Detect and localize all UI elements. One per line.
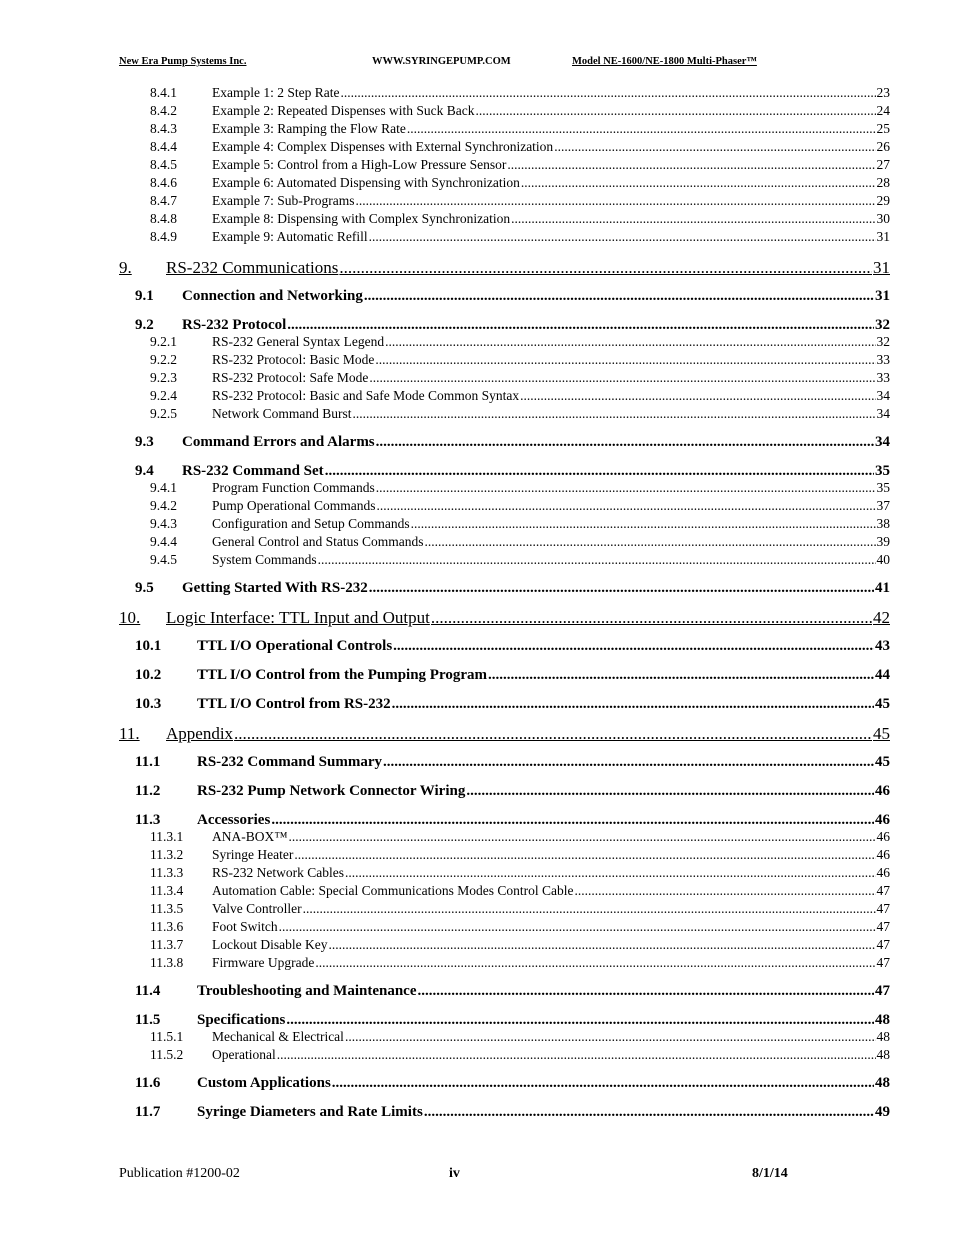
- toc-entry-number: 9.3: [135, 434, 154, 450]
- toc-entry[interactable]: [119, 156, 890, 174]
- toc-entry[interactable]: [119, 387, 890, 405]
- toc-dot-leader: [376, 497, 875, 515]
- toc-entry-title: Example 6: Automated Dispensing with Synchronization: [212, 175, 520, 190]
- toc-entry[interactable]: [119, 918, 890, 936]
- toc-dot-leader: [318, 551, 876, 569]
- toc-entry-page: 46: [876, 847, 890, 862]
- toc-entry-number: 11.3.4: [150, 883, 184, 898]
- toc-dot-leader: [340, 84, 875, 102]
- toc-entry-title: Example 7: Sub-Programs: [212, 193, 355, 208]
- toc-entry-number: 8.4.4: [150, 139, 177, 154]
- toc-entry-number: 11.7: [135, 1104, 161, 1120]
- toc-dot-leader: [345, 864, 876, 882]
- toc-entry-title: Network Command Burst: [212, 406, 352, 421]
- toc-dot-leader: [385, 333, 875, 351]
- toc-entry-title: Example 5: Control from a High-Low Pressure Sensor: [212, 157, 507, 172]
- toc-entry-title: TTL I/O Control from the Pumping Program: [197, 667, 488, 683]
- toc-entry-title: Troubleshooting and Maintenance: [197, 983, 417, 999]
- toc-dot-leader: [475, 102, 875, 120]
- toc-dot-leader: [325, 461, 874, 481]
- toc-entry-title: Automation Cable: Special Communications Modes Control Cable: [212, 883, 574, 898]
- toc-entry-title: RS-232 Pump Network Connector Wiring: [197, 783, 466, 799]
- toc-entry-page: 25: [876, 121, 890, 136]
- toc-entry-title: Custom Applications: [197, 1075, 331, 1091]
- toc-entry-title: RS-232 Protocol: Basic and Safe Mode Common Syntax: [212, 388, 520, 403]
- toc-dot-leader: [507, 156, 875, 174]
- toc-entry-number: 9.2.5: [150, 406, 177, 421]
- toc-entry-title: Example 2: Repeated Dispenses with Suck Back: [212, 103, 475, 118]
- toc-entry-number: 8.4.6: [150, 175, 177, 190]
- toc-entry-number: 9.4.1: [150, 480, 177, 495]
- toc-dot-leader: [286, 1010, 874, 1030]
- toc-entry-title: RS-232 Command Summary: [197, 754, 383, 770]
- toc-dot-leader: [294, 846, 875, 864]
- toc-dot-leader: [369, 228, 876, 246]
- toc-entry-number: 11.4: [135, 983, 161, 999]
- toc-entry[interactable]: [119, 551, 890, 569]
- toc-entry-number: 8.4.8: [150, 211, 177, 226]
- toc-entry-page: 46: [876, 829, 890, 844]
- toc-entry-title: RS-232 Protocol: [182, 317, 287, 333]
- footer-publication: Publication #1200-02: [119, 1166, 240, 1181]
- toc-entry-title: Example 3: Ramping the Flow Rate: [212, 121, 406, 136]
- toc-entry[interactable]: [119, 351, 890, 369]
- toc-entry-page: 30: [876, 211, 890, 226]
- toc-entry-number: 9.4.4: [150, 534, 177, 549]
- toc-entry-title: Pump Operational Commands: [212, 498, 376, 513]
- toc-entry-number: 9.4.5: [150, 552, 177, 567]
- toc-entry-page: 43: [875, 638, 890, 654]
- toc-entry-page: 48: [875, 1075, 890, 1091]
- toc-entry-page: 46: [875, 812, 890, 828]
- toc-entry-number: 8.4.5: [150, 157, 177, 172]
- header-website: WWW.SYRINGEPUMP.COM: [372, 56, 511, 67]
- toc-entry[interactable]: [119, 461, 890, 481]
- toc-entry-page: 31: [875, 288, 890, 304]
- toc-dot-leader: [411, 515, 876, 533]
- toc-entry-number: 9.4.3: [150, 516, 177, 531]
- toc-entry[interactable]: [119, 882, 890, 900]
- toc-entry[interactable]: [119, 1028, 890, 1046]
- toc-entry-number: 9.2.2: [150, 352, 177, 367]
- toc-entry-number: 11.3: [135, 812, 161, 828]
- toc-entry-number: 8.4.3: [150, 121, 177, 136]
- toc-dot-leader: [369, 578, 874, 598]
- toc-entry-page: 35: [876, 480, 890, 495]
- toc-entry-number: 8.4.2: [150, 103, 177, 118]
- toc-entry-title: Command Errors and Alarms: [182, 434, 375, 450]
- toc-entry[interactable]: [119, 1010, 890, 1030]
- toc-entry-number: 11.3.3: [150, 865, 184, 880]
- toc-dot-leader: [328, 936, 875, 954]
- toc-entry-page: 33: [876, 370, 890, 385]
- toc-entry-number: 8.4.7: [150, 193, 177, 208]
- toc-entry[interactable]: [119, 286, 890, 306]
- toc-entry-title: Configuration and Setup Commands: [212, 516, 410, 531]
- toc-entry-title: Lockout Disable Key: [212, 937, 328, 952]
- toc-entry-number: 9.2: [135, 317, 154, 333]
- toc-entry-title: System Commands: [212, 552, 317, 567]
- toc-dot-leader: [376, 479, 876, 497]
- toc-entry-title: RS-232 General Syntax Legend: [212, 334, 385, 349]
- toc-entry-title: RS-232 Communications: [166, 258, 339, 277]
- toc-entry-title: Syringe Diameters and Rate Limits: [197, 1104, 423, 1120]
- toc-dot-leader: [355, 192, 875, 210]
- toc-entry[interactable]: [119, 333, 890, 351]
- toc-entry[interactable]: [119, 1046, 890, 1064]
- toc-entry-page: 39: [876, 534, 890, 549]
- header-company: New Era Pump Systems Inc.: [119, 56, 247, 67]
- toc-entry[interactable]: [119, 405, 890, 423]
- toc-entry-number: 9.2.1: [150, 334, 177, 349]
- toc-entry-number: 11.3.5: [150, 901, 184, 916]
- toc-entry-number: 11.: [119, 724, 140, 743]
- toc-entry-title: Appendix: [166, 724, 234, 743]
- toc-dot-leader: [466, 781, 874, 801]
- toc-dot-leader: [383, 752, 874, 772]
- toc-entry-title: RS-232 Command Set: [182, 463, 324, 479]
- toc-entry[interactable]: [119, 174, 890, 192]
- toc-dot-leader: [353, 405, 876, 423]
- toc-entry[interactable]: [119, 781, 890, 801]
- toc-entry-title: Operational: [212, 1047, 276, 1062]
- toc-entry[interactable]: [119, 936, 890, 954]
- footer-page-number: iv: [449, 1166, 460, 1181]
- toc-entry-title: Mechanical & Electrical: [212, 1029, 344, 1044]
- toc-dot-leader: [375, 351, 875, 369]
- toc-entry-number: 11.3.2: [150, 847, 184, 862]
- toc-entry[interactable]: [119, 120, 890, 138]
- header-model: Model NE-1600/NE-1800 Multi-Phaser™: [572, 56, 757, 67]
- toc-entry-number: 11.1: [135, 754, 161, 770]
- toc-dot-leader: [364, 286, 874, 306]
- toc-entry-title: Specifications: [197, 1012, 286, 1028]
- toc-entry-title: Example 4: Complex Dispenses with External Synchronization: [212, 139, 554, 154]
- toc-entry-page: 47: [876, 955, 890, 970]
- toc-entry-page: 34: [875, 434, 890, 450]
- toc-dot-leader: [407, 120, 876, 138]
- toc-entry-number: 9.2.3: [150, 370, 177, 385]
- toc-entry-page: 29: [876, 193, 890, 208]
- toc-entry-page: 33: [876, 352, 890, 367]
- toc-entry-page: 32: [875, 317, 890, 333]
- page-footer: [119, 1166, 799, 1184]
- toc-entry[interactable]: [119, 102, 890, 120]
- toc-entry[interactable]: [119, 84, 890, 102]
- toc-entry-page: 48: [875, 1012, 890, 1028]
- toc-entry-number: 11.3.6: [150, 919, 184, 934]
- toc-entry-title: Connection and Networking: [182, 288, 363, 304]
- toc-dot-leader: [488, 665, 874, 685]
- toc-entry-page: 45: [875, 754, 890, 770]
- toc-entry[interactable]: [119, 722, 890, 746]
- toc-entry[interactable]: [119, 864, 890, 882]
- toc-entry-number: 8.4.1: [150, 85, 177, 100]
- toc-entry-title: RS-232 Protocol: Safe Mode: [212, 370, 369, 385]
- toc-entry-page: 34: [876, 406, 890, 421]
- toc-entry-page: 27: [876, 157, 890, 172]
- toc-dot-leader: [315, 954, 875, 972]
- toc-entry-page: 35: [875, 463, 890, 479]
- toc-entry-number: 11.5.2: [150, 1047, 184, 1062]
- toc-entry-number: 9.4: [135, 463, 154, 479]
- toc-entry-title: Program Function Commands: [212, 480, 375, 495]
- toc-entry-number: 10.3: [135, 696, 162, 712]
- toc-dot-leader: [424, 533, 875, 551]
- toc-entry[interactable]: [119, 533, 890, 551]
- toc-dot-leader: [288, 828, 875, 846]
- toc-dot-leader: [554, 138, 875, 156]
- toc-dot-leader: [431, 606, 872, 630]
- toc-dot-leader: [574, 882, 875, 900]
- toc-entry-title: Syringe Heater: [212, 847, 294, 862]
- page-header: [119, 56, 791, 70]
- toc-entry[interactable]: [119, 828, 890, 846]
- toc-entry[interactable]: [119, 138, 890, 156]
- toc-entry-title: General Control and Status Commands: [212, 534, 424, 549]
- toc-dot-leader: [277, 1046, 876, 1064]
- toc-dot-leader: [345, 1028, 876, 1046]
- toc-entry[interactable]: [119, 954, 890, 972]
- toc-entry-page: 42: [873, 608, 890, 627]
- toc-dot-leader: [417, 981, 874, 1001]
- toc-entry-title: RS-232 Network Cables: [212, 865, 344, 880]
- toc-entry-title: Example 8: Dispensing with Complex Synchronization: [212, 211, 511, 226]
- toc-entry-page: 38: [876, 516, 890, 531]
- toc-entry-page: 49: [875, 1104, 890, 1120]
- toc-entry[interactable]: [119, 846, 890, 864]
- toc-entry-title: Example 1: 2 Step Rate: [212, 85, 340, 100]
- toc-dot-leader: [521, 174, 876, 192]
- toc-entry-page: 37: [876, 498, 890, 513]
- toc-entry-title: Firmware Upgrade: [212, 955, 315, 970]
- toc-entry-number: 8.4.9: [150, 229, 177, 244]
- toc-entry[interactable]: [119, 981, 890, 1001]
- toc-entry-page: 34: [876, 388, 890, 403]
- toc-entry[interactable]: [119, 810, 890, 830]
- toc-entry[interactable]: [119, 369, 890, 387]
- toc-entry-title: Foot Switch: [212, 919, 278, 934]
- toc-entry[interactable]: [119, 479, 890, 497]
- toc-dot-leader: [511, 210, 875, 228]
- toc-dot-leader: [332, 1073, 874, 1093]
- toc-entry-page: 24: [876, 103, 890, 118]
- toc-entry-number: 11.2: [135, 783, 161, 799]
- toc-entry-number: 11.3.8: [150, 955, 184, 970]
- toc-dot-leader: [339, 256, 872, 280]
- toc-entry[interactable]: [119, 192, 890, 210]
- toc-entry[interactable]: [119, 900, 890, 918]
- toc-entry[interactable]: [119, 228, 890, 246]
- toc-entry-title: TTL I/O Operational Controls: [197, 638, 393, 654]
- toc-entry-title: Accessories: [197, 812, 271, 828]
- toc-entry-page: 47: [875, 983, 890, 999]
- toc-entry-number: 9.5: [135, 580, 154, 596]
- toc-entry-number: 9.1: [135, 288, 154, 304]
- toc-entry-number: 11.6: [135, 1075, 161, 1091]
- toc-entry-number: 9.4.2: [150, 498, 177, 513]
- toc-entry-number: 11.5.1: [150, 1029, 184, 1044]
- toc-entry[interactable]: [119, 636, 890, 656]
- toc-dot-leader: [234, 722, 872, 746]
- toc-entry[interactable]: [119, 1073, 890, 1093]
- toc-entry-page: 26: [876, 139, 890, 154]
- toc-dot-leader: [279, 918, 876, 936]
- toc-entry[interactable]: [119, 432, 890, 452]
- toc-entry-page: 45: [873, 724, 890, 743]
- toc-entry[interactable]: [119, 694, 890, 714]
- toc-entry[interactable]: [119, 578, 890, 598]
- toc-entry-number: 10.1: [135, 638, 162, 654]
- toc-entry-title: Logic Interface: TTL Input and Output: [166, 608, 430, 627]
- toc-dot-leader: [271, 810, 874, 830]
- toc-entry-page: 47: [876, 937, 890, 952]
- toc-entry-number: 9.2.4: [150, 388, 177, 403]
- toc-entry-title: ANA-BOX™: [212, 829, 288, 844]
- toc-entry-title: Getting Started With RS-232: [182, 580, 368, 596]
- toc-entry-page: 31: [873, 258, 890, 277]
- toc-entry-page: 48: [876, 1047, 890, 1062]
- toc-entry[interactable]: [119, 497, 890, 515]
- toc-entry-title: Valve Controller: [212, 901, 302, 916]
- toc-entry-page: 47: [876, 919, 890, 934]
- toc-entry-page: 23: [876, 85, 890, 100]
- toc-entry-number: 11.5: [135, 1012, 161, 1028]
- toc-dot-leader: [376, 432, 874, 452]
- toc-dot-leader: [520, 387, 875, 405]
- toc-entry-title: RS-232 Protocol: Basic Mode: [212, 352, 375, 367]
- toc-entry[interactable]: [119, 752, 890, 772]
- toc-entry[interactable]: [119, 515, 890, 533]
- table-of-contents: [119, 84, 890, 1122]
- toc-entry[interactable]: [119, 606, 890, 630]
- toc-entry-number: 11.3.1: [150, 829, 184, 844]
- toc-entry-title: Example 9: Automatic Refill: [212, 229, 368, 244]
- toc-entry-page: 47: [876, 901, 890, 916]
- toc-dot-leader: [287, 315, 874, 335]
- toc-dot-leader: [392, 694, 874, 714]
- toc-dot-leader: [369, 369, 875, 387]
- toc-entry-page: 47: [876, 883, 890, 898]
- toc-entry-page: 46: [875, 783, 890, 799]
- toc-entry-page: 48: [876, 1029, 890, 1044]
- toc-entry-page: 46: [876, 865, 890, 880]
- toc-entry[interactable]: [119, 1102, 890, 1122]
- toc-entry[interactable]: [119, 665, 890, 685]
- toc-entry-number: 10.2: [135, 667, 162, 683]
- toc-entry-page: 31: [876, 229, 890, 244]
- toc-entry-title: TTL I/O Control from RS-232: [197, 696, 391, 712]
- toc-entry[interactable]: [119, 256, 890, 280]
- toc-entry-page: 28: [876, 175, 890, 190]
- toc-entry-number: 11.3.7: [150, 937, 184, 952]
- toc-dot-leader: [303, 900, 876, 918]
- toc-entry[interactable]: [119, 210, 890, 228]
- footer-date: 8/1/14: [752, 1166, 788, 1181]
- toc-entry-page: 41: [875, 580, 890, 596]
- toc-entry-number: 9.: [119, 258, 132, 277]
- toc-entry-page: 45: [875, 696, 890, 712]
- toc-entry-page: 44: [875, 667, 890, 683]
- toc-dot-leader: [424, 1102, 874, 1122]
- toc-entry[interactable]: [119, 315, 890, 335]
- toc-entry-page: 32: [876, 334, 890, 349]
- toc-dot-leader: [393, 636, 874, 656]
- toc-entry-page: 40: [876, 552, 890, 567]
- toc-entry-number: 10.: [119, 608, 141, 627]
